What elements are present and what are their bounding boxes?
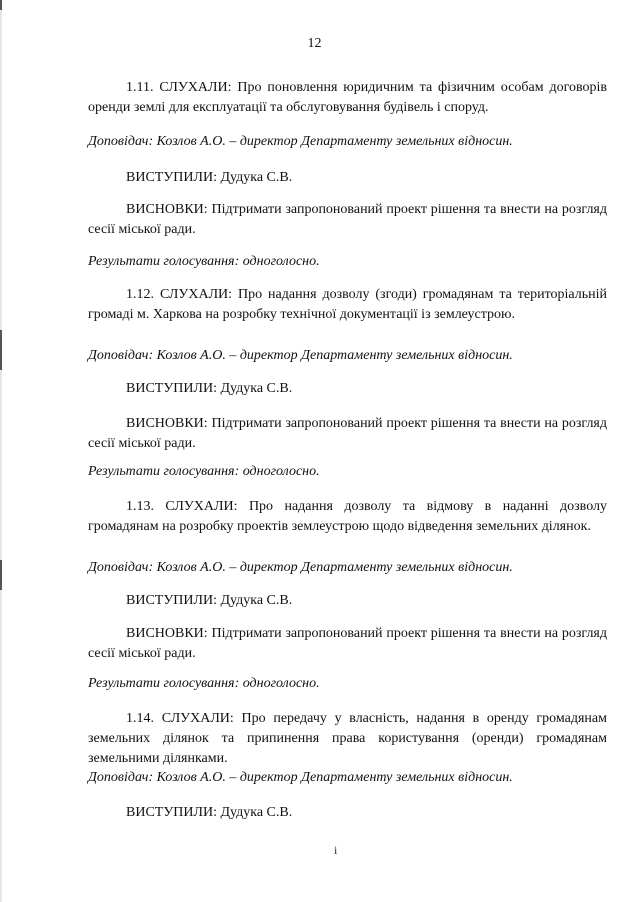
- item-1-12-spoke: ВИСТУПИЛИ: Дудука С.В.: [126, 381, 293, 396]
- item-1-11-spoke: ВИСТУПИЛИ: Дудука С.В.: [126, 170, 293, 185]
- item-1-13-spoke: ВИСТУПИЛИ: Дудука С.В.: [126, 593, 293, 608]
- scan-edge: [0, 0, 2, 902]
- scan-edge-mark: [0, 0, 2, 10]
- item-1-13-conclusions: ВИСНОВКИ: Підтримати запропонований проект рішення та внести на розгляд сесії міської ради.: [88, 626, 607, 661]
- item-1-11-conclusions: ВИСНОВКИ: Підтримати запропонований проект рішення та внести на розгляд сесії міської ради.: [88, 202, 607, 237]
- item-1-11-vote: Результати голосування: одноголосно.: [88, 254, 320, 269]
- page-number: 12: [307, 36, 322, 51]
- scan-edge-mark: [0, 560, 2, 590]
- item-1-11-speaker: Доповідач: Козлов А.О. – директор Департаменту земельних відносин.: [88, 134, 513, 149]
- item-1-12-conclusions: ВИСНОВКИ: Підтримати запропонований проект рішення та внести на розгляд сесії міської ради.: [88, 416, 607, 451]
- item-1-14-spoke: ВИСТУПИЛИ: Дудука С.В.: [126, 805, 293, 820]
- item-1-11-heard: 1.11. СЛУХАЛИ: Про поновлення юридичним та фізичним особам договорів оренди землі для експлуатації та обслуговування будівель і споруд.: [88, 80, 607, 115]
- item-1-12-heard: 1.12. СЛУХАЛИ: Про надання дозволу (згоди) громадянам та територіальній громаді м. Харкова на розробку технічної документації із землеустрою.: [88, 287, 607, 322]
- item-1-14-speaker: Доповідач: Козлов А.О. – директор Департаменту земельних відносин.: [88, 770, 513, 785]
- item-1-13-vote: Результати голосування: одноголосно.: [88, 676, 320, 691]
- footer-mark: i: [334, 843, 338, 857]
- item-1-12-vote: Результати голосування: одноголосно.: [88, 464, 320, 479]
- item-1-12-speaker: Доповідач: Козлов А.О. – директор Департаменту земельних відносин.: [88, 348, 513, 363]
- scan-edge-mark: [0, 330, 2, 370]
- item-1-13-speaker: Доповідач: Козлов А.О. – директор Департаменту земельних відносин.: [88, 560, 513, 575]
- item-1-14-heard: 1.14. СЛУХАЛИ: Про передачу у власність, надання в оренду громадянам земельних ділянок та припинення права користування (оренди) громадянам земельними ділянками.: [88, 711, 607, 766]
- item-1-13-heard: 1.13. СЛУХАЛИ: Про надання дозволу та відмову в наданні дозволу громадянам на розробку проектів землеустрою щодо відведення земельних ділянок.: [88, 499, 607, 534]
